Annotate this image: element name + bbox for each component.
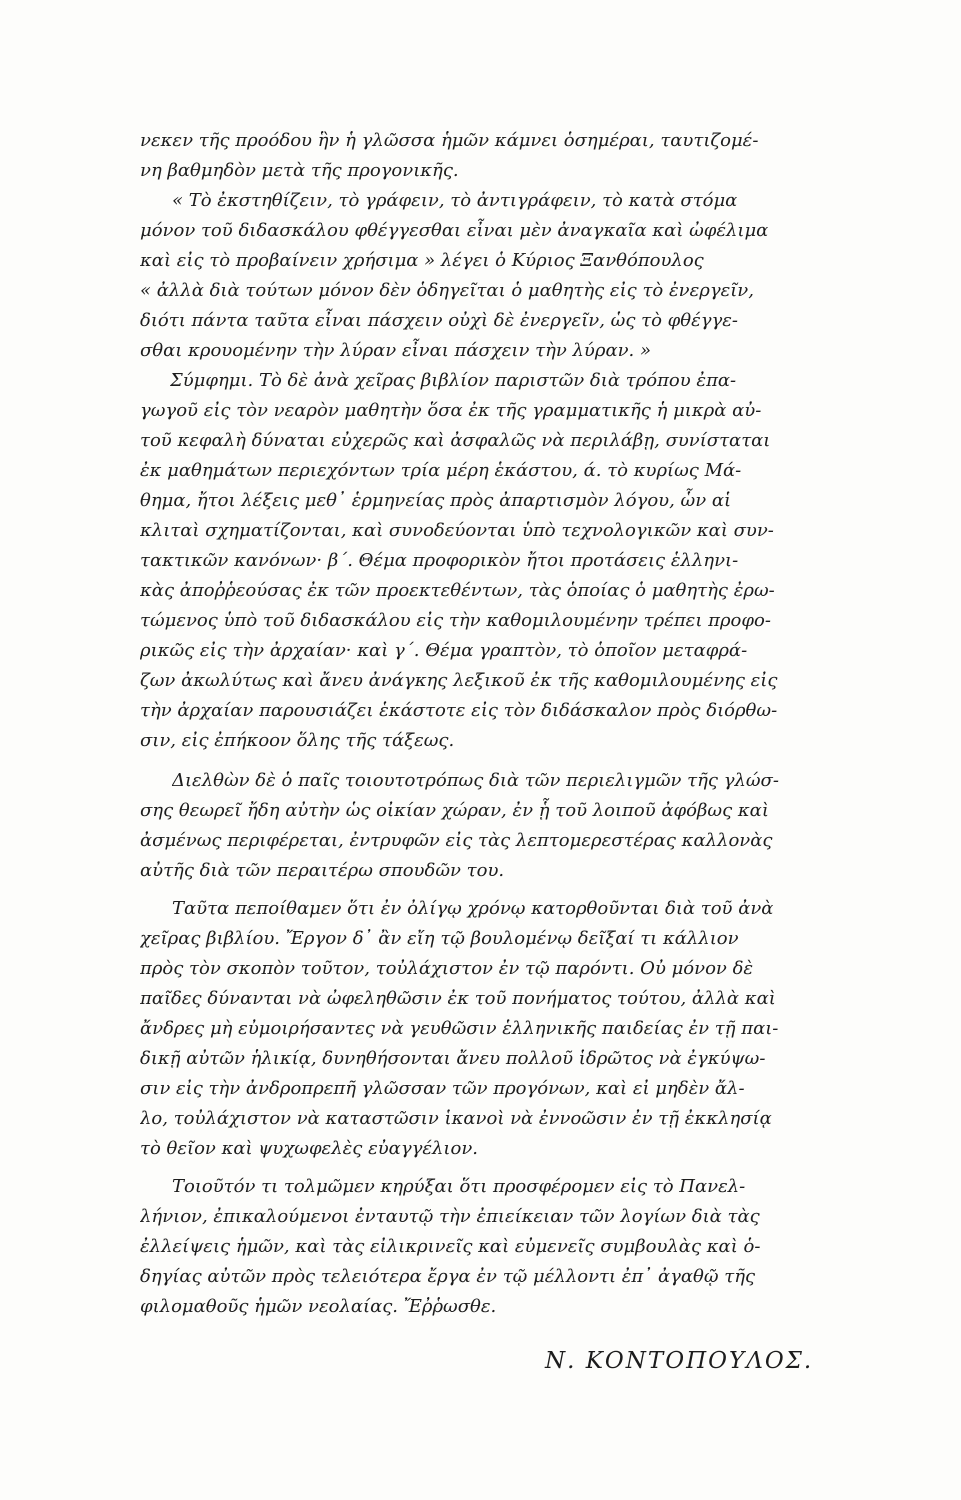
text-line-36: λήνιον, ἐπικαλούμενοι ἐνταυτῷ τὴν ἐπιείκειαν τῶν λογίων διὰ τὰς (140, 1206, 760, 1227)
text-line-4: μόνον τοῦ διδασκάλου φθέγγεσθαι εἶναι μὲν ἀναγκαῖα καὶ ὠφέλιμα (140, 220, 769, 241)
document-page (140, 126, 820, 1386)
text-line-14: κλιταὶ σχηματίζονται, καὶ συνοδεύονται ὑπὸ τεχνολογικῶν καὶ συν- (140, 520, 774, 541)
text-line-15: τακτικῶν κανόνων· β´. Θέμα προφορικὸν ἤτοι προτάσεις ἑλληνι- (140, 550, 739, 571)
text-line-19: ζων ἀκωλύτως καὶ ἄνευ ἀνάγκης λεξικοῦ ἐκ τῆς καθομιλουμένης εἰς (140, 670, 778, 691)
text-line-22: Διελθὼν δὲ ὁ παῖς τοιουτοτρόπως διὰ τῶν περιελιγμῶν τῆς γλώσ- (172, 770, 779, 791)
text-line-25: αὐτῆς διὰ τῶν περαιτέρω σπουδῶν του. (140, 860, 505, 881)
text-line-16: κὰς ἀποῤῥεούσας ἐκ τῶν προεκτεθέντων, τὰς ὁποίας ὁ μαθητὴς ἐρω- (140, 580, 775, 601)
text-line-34: τὸ θεῖον καὶ ψυχωφελὲς εὐαγγέλιον. (140, 1138, 478, 1159)
text-line-21: σιν, εἰς ἐπήκοον ὅλης τῆς τάξεως. (140, 730, 455, 751)
text-line-10: γωγοῦ εἰς τὸν νεαρὸν μαθητὴν ὅσα ἐκ τῆς γραμματικῆς ἡ μικρὰ αὐ- (140, 400, 762, 421)
text-line-29: παῖδες δύνανται νὰ ὠφεληθῶσιν ἐκ τοῦ πονήματος τούτου, ἀλλὰ καὶ (140, 988, 776, 1009)
text-line-6: « ἀλλὰ διὰ τούτων μόνον δὲν ὁδηγεῖται ὁ μαθητὴς εἰς τὸ ἐνεργεῖν, (140, 280, 754, 301)
text-line-38: δηγίας αὐτῶν πρὸς τελειότερα ἔργα ἐν τῷ μέλλοντι ἐπ᾿ ἀγαθῷ τῆς (140, 1266, 756, 1287)
text-line-27: χεῖρας βιβλίου. Ἔργον δ᾿ ἂν εἴη τῷ βουλομένῳ δεῖξαί τι κάλλιον (140, 928, 739, 949)
author-signature: Ν. ΚΟΝΤΟΠΟΥΛΟΣ. (545, 1348, 814, 1374)
text-line-33: λο, τοὐλάχιστον νὰ καταστῶσιν ἱκανοὶ νὰ ἐννοῶσιν ἐν τῇ ἐκκλησίᾳ (140, 1108, 772, 1129)
text-line-13: θημα, ἤτοι λέξεις μεθ᾿ ἑρμηνείας πρὸς ἀπαρτισμὸν λόγου, ὧν αἱ (140, 490, 732, 511)
text-line-37: ἐλλείψεις ἡμῶν, καὶ τὰς εἰλικρινεῖς καὶ εὐμενεῖς συμβουλὰς καὶ ὁ- (140, 1236, 761, 1257)
text-line-2: νη βαθμηδὸν μετὰ τῆς προγονικῆς. (140, 160, 459, 181)
text-line-35: Τοιοῦτόν τι τολμῶμεν κηρύξαι ὅτι προσφέρομεν εἰς τὸ Πανελ- (172, 1176, 746, 1197)
text-line-23: σης θεωρεῖ ἤδη αὐτὴν ὡς οἰκίαν χώραν, ἐν ᾗ τοῦ λοιποῦ ἀφόβως καὶ (140, 800, 769, 821)
text-line-24: ἀσμένως περιφέρεται, ἐντρυφῶν εἰς τὰς λεπτομερεστέρας καλλονὰς (140, 830, 773, 851)
text-line-18: ρικῶς εἰς τὴν ἀρχαίαν· καὶ γ´. Θέμα γραπτὸν, τὸ ὁποῖον μεταφρά- (140, 640, 748, 661)
text-line-11: τοῦ κεφαλὴ δύναται εὐχερῶς καὶ ἀσφαλῶς νὰ περιλάβῃ, συνίσταται (140, 430, 771, 451)
text-line-26: Ταῦτα πεποίθαμεν ὅτι ἐν ὀλίγῳ χρόνῳ κατορθοῦνται διὰ τοῦ ἀνὰ (172, 898, 774, 919)
text-line-20: τὴν ἀρχαίαν παρουσιάζει ἑκάστοτε εἰς τὸν διδάσκαλον πρὸς διόρθω- (140, 700, 778, 721)
text-line-30: ἄνδρες μὴ εὐμοιρήσαντες νὰ γευθῶσιν ἑλληνικῆς παιδείας ἐν τῇ παι- (140, 1018, 779, 1039)
text-line-31: δικῇ αὐτῶν ἡλικίᾳ, δυνηθήσονται ἄνευ πολλοῦ ἱδρῶτος νὰ ἐγκύψω- (140, 1048, 766, 1069)
text-line-3: « Τὸ ἐκστηθίζειν, τὸ γράφειν, τὸ ἀντιγράφειν, τὸ κατὰ στόμα (172, 190, 738, 211)
text-line-5: καὶ εἰς τὸ προβαίνειν χρήσιμα » λέγει ὁ Κύριος Ξανθόπουλος (140, 250, 704, 271)
text-line-12: ἐκ μαθημάτων περιεχόντων τρία μέρη ἑκάστου, ά. τὸ κυρίως Μά- (140, 460, 742, 481)
text-line-32: σιν εἰς τὴν ἀνδροπρεπῆ γλῶσσαν τῶν προγόνων, καὶ εἰ μηδὲν ἄλ- (140, 1078, 745, 1099)
text-line-9: Σύμφημι. Τὸ δὲ ἀνὰ χεῖρας βιβλίον παριστῶν διὰ τρόπου ἐπα- (170, 370, 737, 391)
text-line-39: φιλομαθοῦς ἡμῶν νεολαίας. Ἔῤῥωσθε. (140, 1296, 497, 1317)
text-line-28: πρὸς τὸν σκοπὸν τοῦτον, τοὐλάχιστον ἐν τῷ παρόντι. Οὐ μόνον δὲ (140, 958, 754, 979)
text-line-8: σθαι κρουομένην τὴν λύραν εἶναι πάσχειν τὴν λύραν. » (140, 340, 652, 361)
text-line-1: νεκεν τῆς προόδου ἣν ἡ γλῶσσα ἡμῶν κάμνει ὁσημέραι, ταυτιζομέ- (140, 130, 759, 151)
text-line-17: τώμενος ὑπὸ τοῦ διδασκάλου εἰς τὴν καθομιλουμένην τρέπει προφο- (140, 610, 771, 631)
text-line-7: διότι πάντα ταῦτα εἶναι πάσχειν οὐχὶ δὲ ἐνεργεῖν, ὡς τὸ φθέγγε- (140, 310, 739, 331)
